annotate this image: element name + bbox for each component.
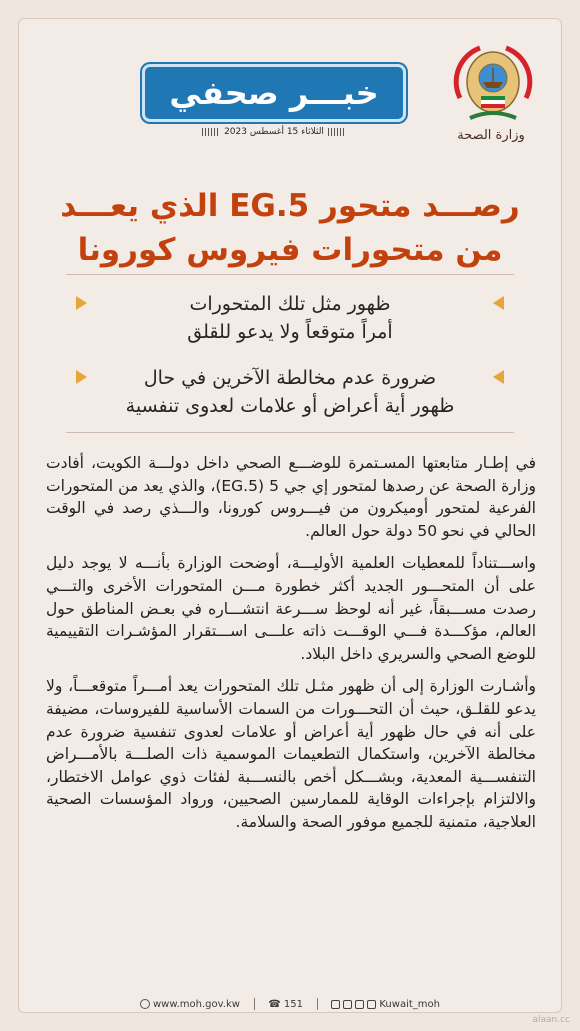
divider-middle: [66, 432, 514, 433]
article-body: [46, 452, 536, 844]
paragraph-3: وأشـارت الوزارة إلى أن ظهور مثـل تلك المتحورات يعد أمـــراً متوقعـــاً، ولا يدعو للقلـق، حيث أن التحـــورات من السمات الأساسية للفيروسات، مضيفة على أنه في حال ظهور أية أعراض أو علامات لعدوى تنفسية ضرورة عدم مخالطة الآخرين، واستكمال التطعيمات الموسمية ذات الصلـــة بالأمـــراض التنفســـية المعدية، وبشـــكل أخص بالنســـبة لفئات ذوي عوامل الاختطار، والالتزام بإجراءات الوقاية للممارسين الصحيين، ورواد المؤسسات الصحية العلاجية، متمنية للجميع موفور الصحة والسلامة.: [46, 677, 536, 831]
bullet-2-line-2: ظهور أية أعراض أو علامات لعدوى تنفسية: [125, 395, 455, 417]
bullet-point-1: [70, 290, 510, 346]
bullet-1-line-2: أمراً متوقعاً ولا يدعو للقلق: [187, 321, 393, 343]
bullet-point-2: [70, 364, 510, 420]
globe-icon: [140, 999, 150, 1009]
ministry-name: وزارة الصحة: [457, 128, 525, 143]
footer-separator: [317, 998, 318, 1010]
headline-line-2: من متحورات فيروس كورونا: [77, 232, 503, 268]
headline-line-1: رصـــد متحور EG.5 الذي يعـــد: [60, 188, 520, 224]
social-handle: Kuwait_moh: [379, 998, 440, 1010]
paragraph-1: في إطـار متابعتها المسـتمرة للوضـــع الصحي داخل دولـــة الكويت، أفادت وزارة الصحة عن رصدها لمتحور إي جي 5 (EG.5)، والذي يعد من المتحورات الفرعية لمتحور أوميكرون من فيـــروس كورونا، والـــذي رصد في الوقت الحالي في نحو 50 دولة حول العالم.: [46, 454, 536, 540]
date-row: [190, 124, 358, 140]
phone-number: 151: [283, 998, 303, 1010]
twitter-icon: [355, 1000, 364, 1009]
bullet-arrow-icon: [493, 370, 504, 384]
barcode-right-icon: [202, 128, 220, 136]
bullet-arrow-icon: [493, 296, 504, 310]
bullet-1-line-1: ظهور مثل تلك المتحورات: [189, 293, 391, 315]
footer-contacts: [140, 996, 440, 1012]
ministry-logo: [450, 38, 536, 126]
instagram-icon: [343, 1000, 352, 1009]
barcode-left-icon: [328, 128, 346, 136]
bullet-arrow-icon: [76, 370, 87, 384]
watermark: alaan.cc: [532, 1015, 570, 1025]
footer-phone[interactable]: [268, 999, 303, 1010]
divider-top: [66, 274, 514, 275]
facebook-icon: [331, 1000, 340, 1009]
footer-website[interactable]: [140, 999, 240, 1010]
publish-date: الثلاثاء 15 أغسطس 2023: [224, 127, 324, 137]
footer-separator: [254, 998, 255, 1010]
press-release-badge: [142, 64, 406, 122]
footer-social[interactable]: [331, 999, 440, 1010]
headline: [60, 184, 520, 272]
youtube-icon: [367, 1000, 376, 1009]
paragraph-2: واســـتناداً للمعطيات العلمية الأوليـــة، أوضحت الوزارة بأنـــه لا يوجد دليل على أن المتحـــور الجديد أكثر خطورة مـــن المتحورات الأخرى والتـــي رصدت مســـبقاً، غير أنه لوحظ ســـرعة انتشـــاره في بعـض المناطق حول العالم، مؤكـــدة فـــي الوقـــت ذاته علـــى اســـتقرار المؤشـرات التقييمية للوضع الصحي والسريري داخل البلاد.: [46, 554, 536, 663]
badge-label: خبـــر صحفي: [169, 74, 379, 112]
website-url: www.moh.gov.kw: [153, 998, 240, 1010]
bullet-2-line-1: ضرورة عدم مخالطة الآخرين في حال: [143, 367, 437, 389]
phone-icon: ☎: [268, 998, 281, 1010]
bullet-arrow-icon: [76, 296, 87, 310]
